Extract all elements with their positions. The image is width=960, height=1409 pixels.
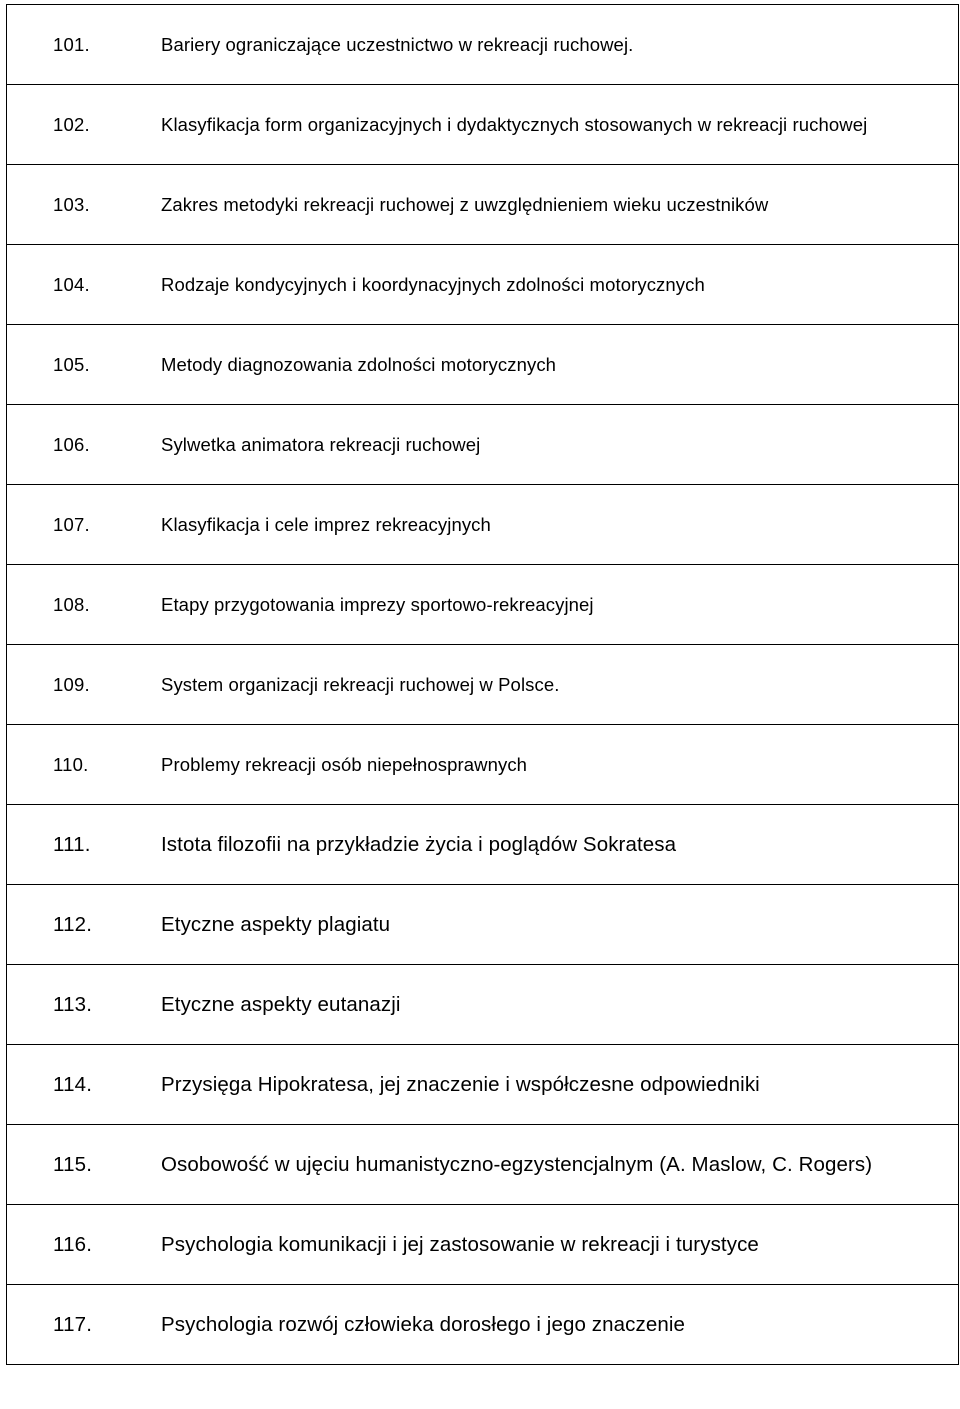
item-text: Klasyfikacja form organizacyjnych i dydaktycznych stosowanych w rekreacji ruchowej: [161, 113, 868, 135]
table-cell: [7, 1125, 959, 1205]
table-cell: [7, 1285, 959, 1365]
item-text: Przysięga Hipokratesa, jej znaczenie i współczesne odpowiedniki: [161, 1072, 760, 1096]
item-number: 114.: [53, 1072, 93, 1096]
item-text: Etyczne aspekty eutanazji: [161, 992, 401, 1016]
item-text: System organizacji rekreacji ruchowej w Polsce.: [161, 673, 560, 695]
item-text: Problemy rekreacji osób niepełnosprawnych: [161, 753, 528, 775]
item-text: Psychologia komunikacji i jej zastosowanie w rekreacji i turystyce: [161, 1232, 759, 1256]
item-number: 115.: [53, 1152, 93, 1176]
table-cell: [7, 85, 959, 165]
item-text: Psychologia rozwój człowieka dorosłego i jego znaczenie: [161, 1312, 685, 1336]
table-cell: [7, 885, 959, 965]
table-row: [7, 85, 959, 165]
table-cell: [7, 805, 959, 885]
item-number: 113.: [53, 992, 93, 1016]
table-row: [7, 405, 959, 485]
table-cell: [7, 725, 959, 805]
item-number: 101.: [53, 33, 90, 55]
item-text: Metody diagnozowania zdolności motorycznych: [161, 353, 557, 375]
item-number: 104.: [53, 273, 90, 295]
table-row: [7, 885, 959, 965]
table-row: [7, 325, 959, 405]
table-row: [7, 725, 959, 805]
item-number: 103.: [53, 193, 90, 215]
table-row: [7, 645, 959, 725]
table-cell: [7, 1205, 959, 1285]
table-cell: [7, 405, 959, 485]
item-number: 106.: [53, 433, 90, 455]
item-number: 107.: [53, 513, 90, 535]
table-cell: [7, 245, 959, 325]
table-row: [7, 805, 959, 885]
item-number: 116.: [53, 1232, 93, 1256]
item-number: 102.: [53, 113, 90, 135]
item-text: Rodzaje kondycyjnych i koordynacyjnych zdolności motorycznych: [161, 273, 705, 295]
item-number: 111.: [53, 832, 91, 856]
table-row: [7, 1285, 959, 1365]
table-row: [7, 5, 959, 85]
table-cell: [7, 485, 959, 565]
table-row: [7, 1125, 959, 1205]
item-number: 108.: [53, 593, 90, 615]
table-cell: [7, 325, 959, 405]
table-row: [7, 965, 959, 1045]
item-number: 109.: [53, 673, 90, 695]
item-number: 112.: [53, 912, 93, 936]
table-cell: [7, 565, 959, 645]
table-row: [7, 245, 959, 325]
item-text: Etapy przygotowania imprezy sportowo-rekreacyjnej: [161, 593, 594, 615]
item-text: Zakres metodyki rekreacji ruchowej z uwzględnieniem wieku uczestników: [161, 193, 769, 215]
item-text: Sylwetka animatora rekreacji ruchowej: [161, 433, 481, 455]
table-cell: [7, 965, 959, 1045]
item-number: 110.: [53, 753, 89, 775]
item-text: Etyczne aspekty plagiatu: [161, 912, 391, 936]
item-text: Bariery ograniczające uczestnictwo w rekreacji ruchowej.: [161, 33, 634, 55]
table-row: [7, 485, 959, 565]
table-row: [7, 565, 959, 645]
table-row: [7, 1045, 959, 1125]
table-cell: [7, 1045, 959, 1125]
table-row: [7, 1205, 959, 1285]
item-number: 117.: [53, 1312, 93, 1336]
table-cell: [7, 165, 959, 245]
table-row: [7, 165, 959, 245]
table-cell: [7, 5, 959, 85]
item-text: Osobowość w ujęciu humanistyczno-egzystencjalnym (A. Maslow, C. Rogers): [161, 1152, 873, 1176]
item-number: 105.: [53, 353, 90, 375]
table-cell: [7, 645, 959, 725]
item-text: Istota filozofii na przykładzie życia i poglądów Sokratesa: [161, 832, 677, 856]
topics-table: [6, 4, 959, 1365]
item-text: Klasyfikacja i cele imprez rekreacyjnych: [161, 513, 491, 535]
